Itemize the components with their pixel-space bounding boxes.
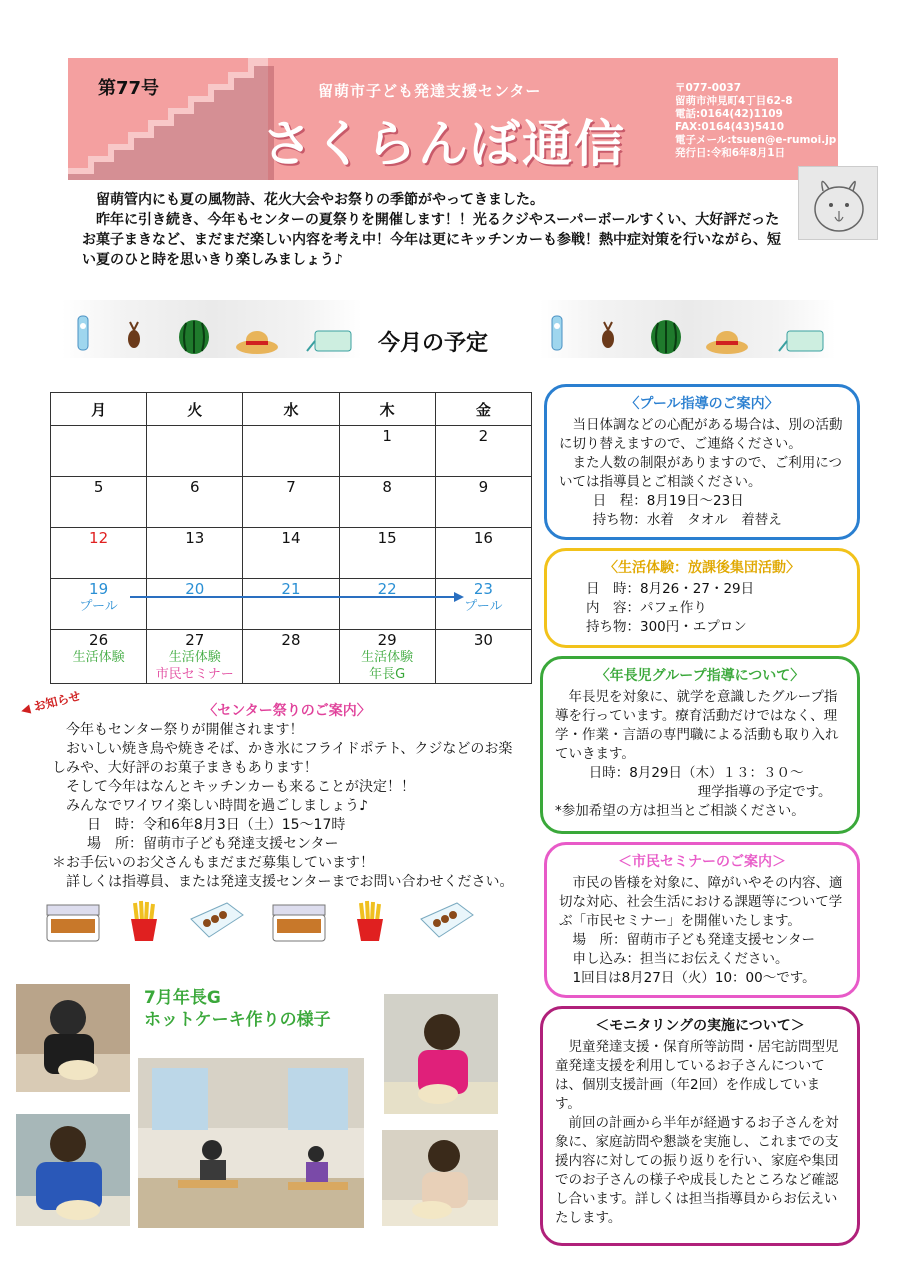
oshirase-label: お知らせ <box>32 688 82 714</box>
calendar-cell: 20 <box>147 579 243 630</box>
calendar-cell: 5 <box>51 477 147 528</box>
photo-child-mixing-2 <box>16 1114 130 1226</box>
senior-line: 年長児を対象に、就学を意識したグループ指導を行っています。療育活動だけではなく、理学・作業・言語の専門職による活動も取り入れていきます。 <box>555 689 839 762</box>
pool-line: また人数の制限がありますので、ご利用については指導員とご相談ください。 <box>559 455 842 490</box>
photo-section-title <box>144 987 331 1031</box>
notice-title: 〈センター祭りのご案内〉 <box>203 703 371 719</box>
monitoring-title: ＜モニタリングの実施について＞ <box>595 1018 805 1034</box>
notice-line: 今年もセンター祭りが開催されます！ <box>66 722 304 738</box>
contact-email: 電子メール:tsuen@e-rumoi.jp <box>675 134 837 146</box>
photo-child-mixing-1 <box>16 984 130 1092</box>
pool-items: 持ち物：水着 タオル 着替え <box>592 512 782 528</box>
life-box <box>544 548 860 648</box>
notice-date: 日 時：令和6年8月3日（土）15～17時 <box>87 817 346 833</box>
notice-line: おいしい焼き鳥や焼きそば、かき氷にフライドポテト、クジなどのお楽しみや、大好評のお菓子まきもあります！ <box>52 741 513 776</box>
calendar-header-tue: 火 <box>147 393 243 426</box>
issue-number: 第77号 <box>98 78 160 99</box>
calendar-cell <box>51 426 147 477</box>
calendar-cell: 15 <box>339 528 435 579</box>
senior-contact: *参加希望の方は担当とご相談ください。 <box>555 803 805 819</box>
calendar-header-row <box>51 393 532 426</box>
photo-group-room <box>138 1058 364 1228</box>
calendar-row <box>51 630 532 684</box>
ramune-bottle-icon <box>544 312 570 352</box>
ramune-bottle-icon <box>70 312 96 352</box>
intro-line-2: 昨年に引き続き、今年もセンターの夏祭りを開催します！！光るクジやスーパーボールすくい、大好評だったお菓子まきなど、まだまだ楽しい内容を考え中！今年は更にキッチンカーも参戦！熱中症対策を行いながら、短い夏のひと時を思いきり楽しみましょう♪ <box>82 212 782 268</box>
calendar-cell: 2 <box>435 426 531 477</box>
bunny-drawing-icon <box>798 166 878 240</box>
calendar-row <box>51 579 532 630</box>
event-seminar: 市民セミナー <box>155 667 234 682</box>
photo-child-mixing-3 <box>384 994 498 1114</box>
calendar-cell: 7 <box>243 477 339 528</box>
photo-title-line-1: 7月年長G <box>144 988 221 1008</box>
seminar-date: 1回目は8月27日（火）10：00～です。 <box>572 970 816 986</box>
straw-hat-icon <box>234 326 280 356</box>
seminar-line: 市民の皆様を対象に、障がいやその内容、適切な対応、社会生活における課題等について学ぶ「市民セミナー」を開催いたします。 <box>559 875 843 929</box>
pool-label-end: プール <box>464 599 503 614</box>
french-fries-icon <box>352 898 388 944</box>
watermelon-icon <box>176 316 212 356</box>
notice-line: そして今年はなんとキッチンカーも来ることが決定！！ <box>66 779 416 795</box>
watermelon-icon <box>648 316 684 356</box>
calendar-cell: 1 <box>339 426 435 477</box>
notice-line: みんなでワイワイ楽しい時間を過ごしましょう♪ <box>66 798 369 814</box>
monitoring-box <box>540 1006 860 1246</box>
calendar-header-wed: 水 <box>243 393 339 426</box>
seminar-box <box>544 842 860 998</box>
seminar-apply: 申し込み：担当にお伝えください。 <box>572 951 789 967</box>
bento-box-icon <box>270 900 328 944</box>
senior-note: 理学指導の予定です。 <box>697 784 832 800</box>
seminar-title: ＜市民セミナーのご案内＞ <box>618 854 786 870</box>
senior-date: 日時：8月29日（木）１３：３０～ <box>588 765 804 781</box>
monitoring-line: 前回の計画から半年が経過するお子さんを対象に、家庭訪問や懇談を実施し、これまでの支援内容に対しての振り返りを行い、家庭や集団でのお子さんの様子や成長したところなど確認し合います。詳しくは担当指導員からお伝えいたします。 <box>555 1115 839 1226</box>
senior-title: 〈年長児グループ指導について〉 <box>595 668 805 684</box>
life-line: 内 容：パフェ作り <box>586 600 707 616</box>
notice-place: 場 所：留萌市子ども発達支援センター <box>87 836 339 852</box>
beetle-icon <box>596 318 620 352</box>
month-plan-title: 今月の予定 <box>378 331 489 356</box>
calendar-row <box>51 426 532 477</box>
pool-label-start: プール <box>79 599 118 614</box>
calendar-cell <box>147 426 243 477</box>
festival-notice <box>52 702 522 892</box>
straw-hat-icon <box>704 326 750 356</box>
calendar-cell: 8 <box>339 477 435 528</box>
pool-period-arrow <box>130 590 464 604</box>
calendar-cell <box>51 579 147 630</box>
event-life: 生活体験 <box>72 650 125 665</box>
event-life: 生活体験 <box>168 650 221 665</box>
intro-text <box>82 190 792 270</box>
contact-postal: 〒077-0037 <box>675 82 741 94</box>
calendar-cell-holiday: 12 <box>51 528 147 579</box>
life-line: 持ち物：300円・エプロン <box>586 619 747 635</box>
intro-line-1: 留萌管内にも夏の風物詩、花火大会やお祭りの季節がやってきました。 <box>96 192 544 208</box>
contact-date: 発行日:令和6年8月1日 <box>675 147 786 159</box>
calendar-cell <box>339 630 435 684</box>
center-name: 留萌市子ども発達支援センター <box>318 82 542 100</box>
calendar-cell: 21 <box>243 579 339 630</box>
contact-phone: 電話:0164(42)1109 <box>675 108 783 120</box>
contact-fax: FAX:0164(43)5410 <box>675 121 785 133</box>
life-line: 日 時：8月26・27・29日 <box>586 581 755 597</box>
calendar-cell <box>435 579 531 630</box>
calendar-date: 27 <box>185 631 205 649</box>
calendar-cell: 14 <box>243 528 339 579</box>
notice-contact: 詳しくは指導員、または発達支援センターまでお問い合わせください。 <box>66 874 514 890</box>
seminar-place: 場 所：留萌市子ども発達支援センター <box>572 932 815 948</box>
pool-schedule: 日 程：8月19日～23日 <box>592 493 744 509</box>
calendar-date: 19 <box>89 580 109 598</box>
calendar-cell <box>243 426 339 477</box>
beetle-icon <box>122 318 146 352</box>
calendar-table <box>50 392 532 684</box>
calendar-row <box>51 477 532 528</box>
yakitori-pack-icon <box>416 896 476 946</box>
calendar-cell: 16 <box>435 528 531 579</box>
monitoring-line: 児童発達支援・保育所等訪問・居宅訪問型児童発達支援を利用しているお子さんについては、個別支援計画（年2回）を作成しています。 <box>555 1039 839 1112</box>
calendar-cell: 22 <box>339 579 435 630</box>
contact-info <box>675 82 836 160</box>
calendar-row <box>51 528 532 579</box>
calendar-cell: 30 <box>435 630 531 684</box>
bento-box-icon <box>44 900 102 944</box>
event-senior-group: 年長G <box>369 667 406 682</box>
megaphone-icon: ◀ <box>19 701 32 718</box>
senior-group-box <box>540 656 860 834</box>
calendar-header-fri: 金 <box>435 393 531 426</box>
contact-address: 留萌市沖見町4丁目62-8 <box>675 95 793 107</box>
bag-icon <box>304 322 356 356</box>
pool-line: 当日体調などの心配がある場合は、別の活動に切り替えますので、ご連絡ください。 <box>559 417 843 452</box>
calendar-header-thu: 木 <box>339 393 435 426</box>
french-fries-icon <box>126 898 162 944</box>
notice-helpers: ＊お手伝いのお父さんもまだまだ募集しています！ <box>52 855 374 871</box>
calendar-cell <box>51 630 147 684</box>
calendar-date: 26 <box>89 631 109 649</box>
event-life: 生活体験 <box>361 650 414 665</box>
calendar-cell: 13 <box>147 528 243 579</box>
calendar-cell: 6 <box>147 477 243 528</box>
photo-title-line-2: ホットケーキ作りの様子 <box>144 1010 331 1030</box>
pool-title: 〈プール指導のご案内〉 <box>625 396 779 412</box>
calendar-cell: 28 <box>243 630 339 684</box>
calendar-date: 29 <box>377 631 397 649</box>
calendar-header-mon: 月 <box>51 393 147 426</box>
photo-child-mixing-4 <box>382 1130 498 1226</box>
life-title: 〈生活体験：放課後集団活動〉 <box>604 560 800 576</box>
bag-icon <box>776 322 828 356</box>
newsletter-title: さくらんぼ通信 <box>262 115 626 173</box>
calendar-cell <box>147 630 243 684</box>
pool-box <box>544 384 860 540</box>
yakitori-pack-icon <box>186 896 246 946</box>
calendar-cell: 9 <box>435 477 531 528</box>
calendar-date: 23 <box>473 580 493 598</box>
